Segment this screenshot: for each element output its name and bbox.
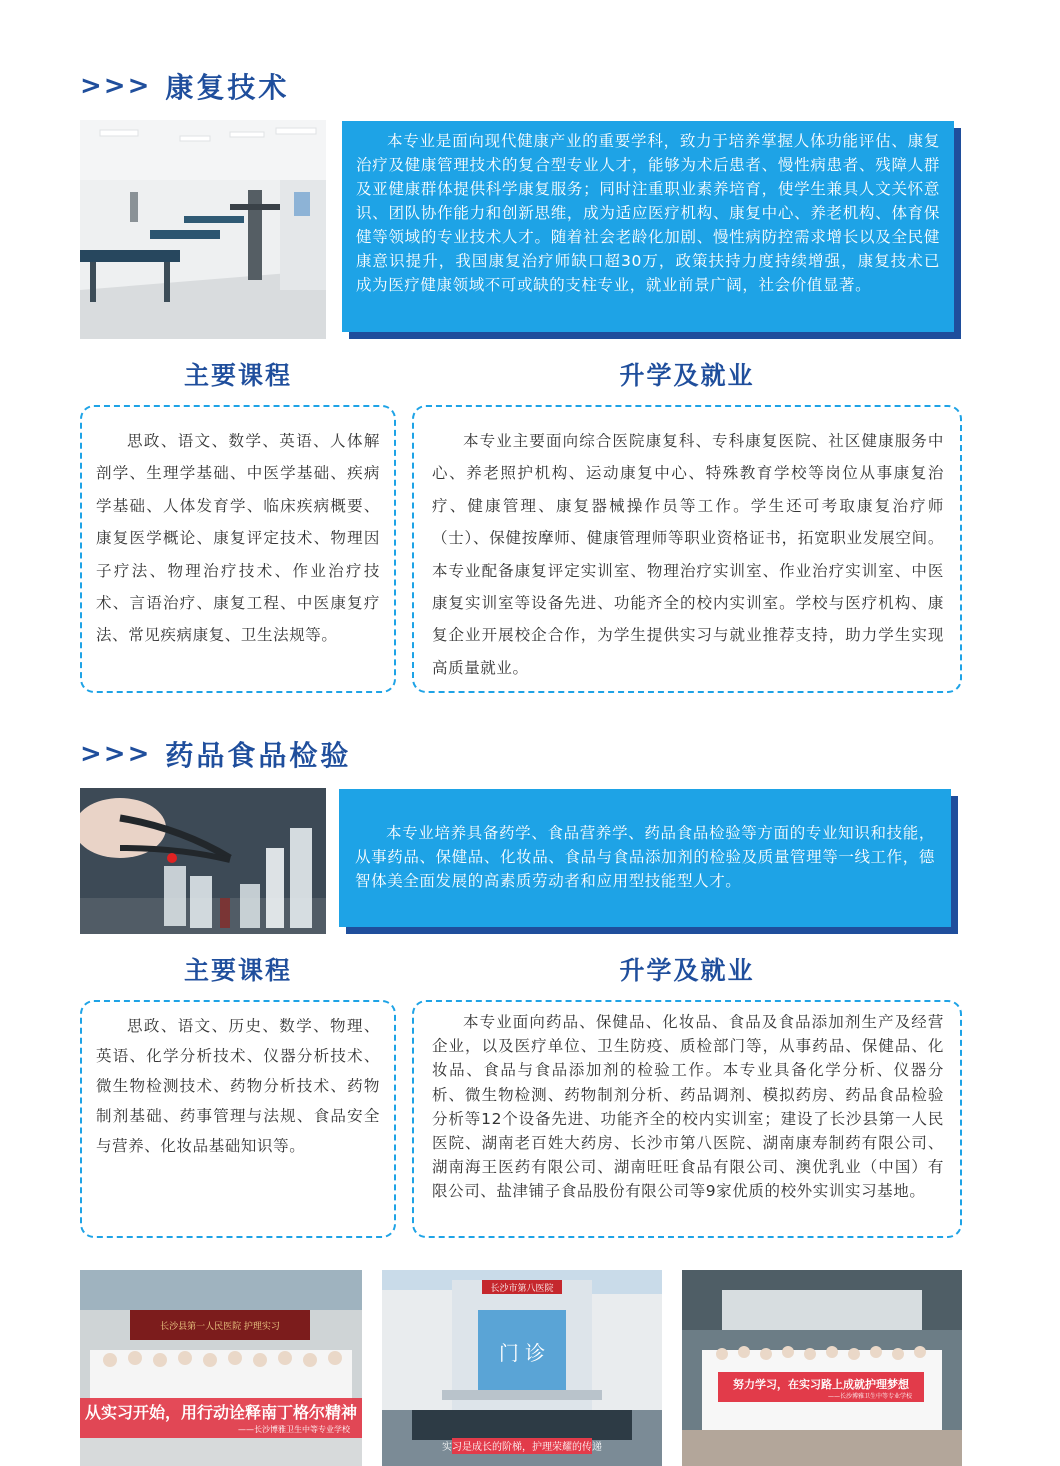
rehab-intro-box bbox=[342, 121, 954, 332]
chevrons-icon: >>> bbox=[80, 739, 152, 769]
rehab-courses-text: 思政、语文、数学、英语、人体解剖学、生理学基础、中医学基础、疾病学基础、人体发育学、临床疾病概要、康复医学概论、康复评定技术、物理因子疗法、物理治疗技术、作业治疗技术、言语治疗、康复工程、中医康复疗法、常见疾病康复、卫生法规等。 bbox=[96, 432, 380, 645]
lab-image bbox=[80, 788, 326, 934]
gallery-photo-2 bbox=[382, 1270, 662, 1466]
gallery-2-door: 门 诊 bbox=[498, 1341, 546, 1365]
gallery-photo-1 bbox=[80, 1270, 362, 1466]
drug-career-heading: 升学及就业 bbox=[619, 956, 755, 985]
chevrons-icon: >>> bbox=[80, 71, 152, 101]
rehab-courses-box bbox=[80, 405, 396, 693]
gallery-3-banner-sub: ——长沙博雅卫生中等专业学校 bbox=[827, 1393, 912, 1400]
hospital-building-photo bbox=[382, 1270, 662, 1466]
gallery-1-sign: 长沙县第一人民医院 护理实习 bbox=[160, 1322, 280, 1332]
rehab-room-photo bbox=[80, 120, 326, 339]
rehab-career-heading: 升学及就业 bbox=[619, 361, 755, 390]
rehab-career-text: 本专业主要面向综合医院康复科、专科康复医院、社区健康服务中心、养老照护机构、运动康复中心、特殊教育学校等岗位从事康复治疗、健康管理、康复器械操作员等工作。学生还可考取康复治疗师（士）、保健按摩师、健康管理师等职业资格证书，拓宽职业发展空间。本专业配备康复评定实训室、物理治疗实训室、作业治疗实训室、中医康复实训室等设备先进、功能齐全的校内实训室。学校与医疗机构、康复企业开展校企合作，为学生提供实习与就业推荐支持，助力学生实现高质量就业。 bbox=[432, 432, 944, 677]
section-title-rehab bbox=[80, 66, 289, 106]
lab-photo bbox=[80, 788, 326, 934]
drug-courses-heading: 主要课程 bbox=[183, 956, 292, 985]
gallery-1-banner-sub: ——长沙博雅卫生中等专业学校 bbox=[238, 1425, 350, 1434]
drug-intro-box bbox=[339, 789, 951, 927]
drug-career-box bbox=[412, 1000, 962, 1238]
internship-group-photo bbox=[80, 1270, 362, 1466]
rehab-courses-heading: 主要课程 bbox=[183, 361, 292, 390]
gallery-photo-3 bbox=[682, 1270, 962, 1466]
drug-intro-text: 本专业培养具备药学、食品营养学、药品食品检验等方面的专业知识和技能，从事药品、保健品、化妆品、食品与食品添加剂的检验及质量管理等一线工作，德智体美全面发展的高素质劳动者和应用型技能型人才。 bbox=[355, 824, 935, 890]
drug-courses-text: 思政、语文、历史、数学、物理、英语、化学分析技术、仪器分析技术、微生物检测技术、药物分析技术、药物制剂基础、药事管理与法规、食品安全与营养、化妆品基础知识等。 bbox=[96, 1017, 380, 1155]
rehab-room-image bbox=[80, 120, 326, 339]
section-title-drug-food bbox=[80, 734, 351, 774]
section-heading: 康复技术 bbox=[165, 71, 290, 104]
drug-career-text: 本专业面向药品、保健品、化妆品、食品及食品添加剂生产及经营企业，以及医疗单位、卫生防疫、质检部门等，从事药品、保健品、化妆品、食品与食品添加剂的检验工作。本专业具备化学分析、仪器分析、微生物检测、药物制剂分析、药品调剂、模拟药房、药品食品检验分析等12个设备先进、功能齐全的校内实训室；建设了长沙县第一人民医院、湖南老百姓大药房、长沙市第八医院、湖南康寿制药有限公司、湖南海王医药有限公司、湖南旺旺食品有限公司、澳优乳业（中国）有限公司、盐津铺子食品股份有限公司等9家优质的校外实训实习基地。 bbox=[432, 1013, 944, 1201]
rehab-intro-text: 本专业是面向现代健康产业的重要学科，致力于培养掌握人体功能评估、康复治疗及健康管理技术的复合型专业人才，能够为术后患者、慢性病患者、残障人群及亚健康群体提供科学康复服务；同时注重职业素养培育，使学生兼具人文关怀意识、团队协作能力和创新思维，成为适应医疗机构、康复中心、养老机构、体育保健等领域的专业技术人才。随着社会老龄化加剧、慢性病防控需求增长以及全民健康意识提升，我国康复治疗师缺口超30万，政策扶持力度持续增强，康复技术已成为医疗健康领域不可或缺的支柱专业，就业前景广阔，社会价值显著。 bbox=[356, 132, 940, 294]
rehab-career-box bbox=[412, 405, 962, 693]
gallery-3-banner: 努力学习，在实习路上成就护理梦想 bbox=[733, 1378, 909, 1391]
hospital-entrance-photo bbox=[682, 1270, 962, 1466]
gallery-1-banner: 从实习开始，用行动诠释南丁格尔精神 bbox=[84, 1403, 358, 1422]
section-heading: 药品食品检验 bbox=[165, 739, 352, 772]
gallery-2-banner: 实习是成长的阶梯，护理荣耀的传递 bbox=[442, 1442, 602, 1453]
gallery-2-sign: 长沙市第八医院 bbox=[490, 1284, 554, 1294]
drug-courses-box bbox=[80, 1000, 396, 1238]
